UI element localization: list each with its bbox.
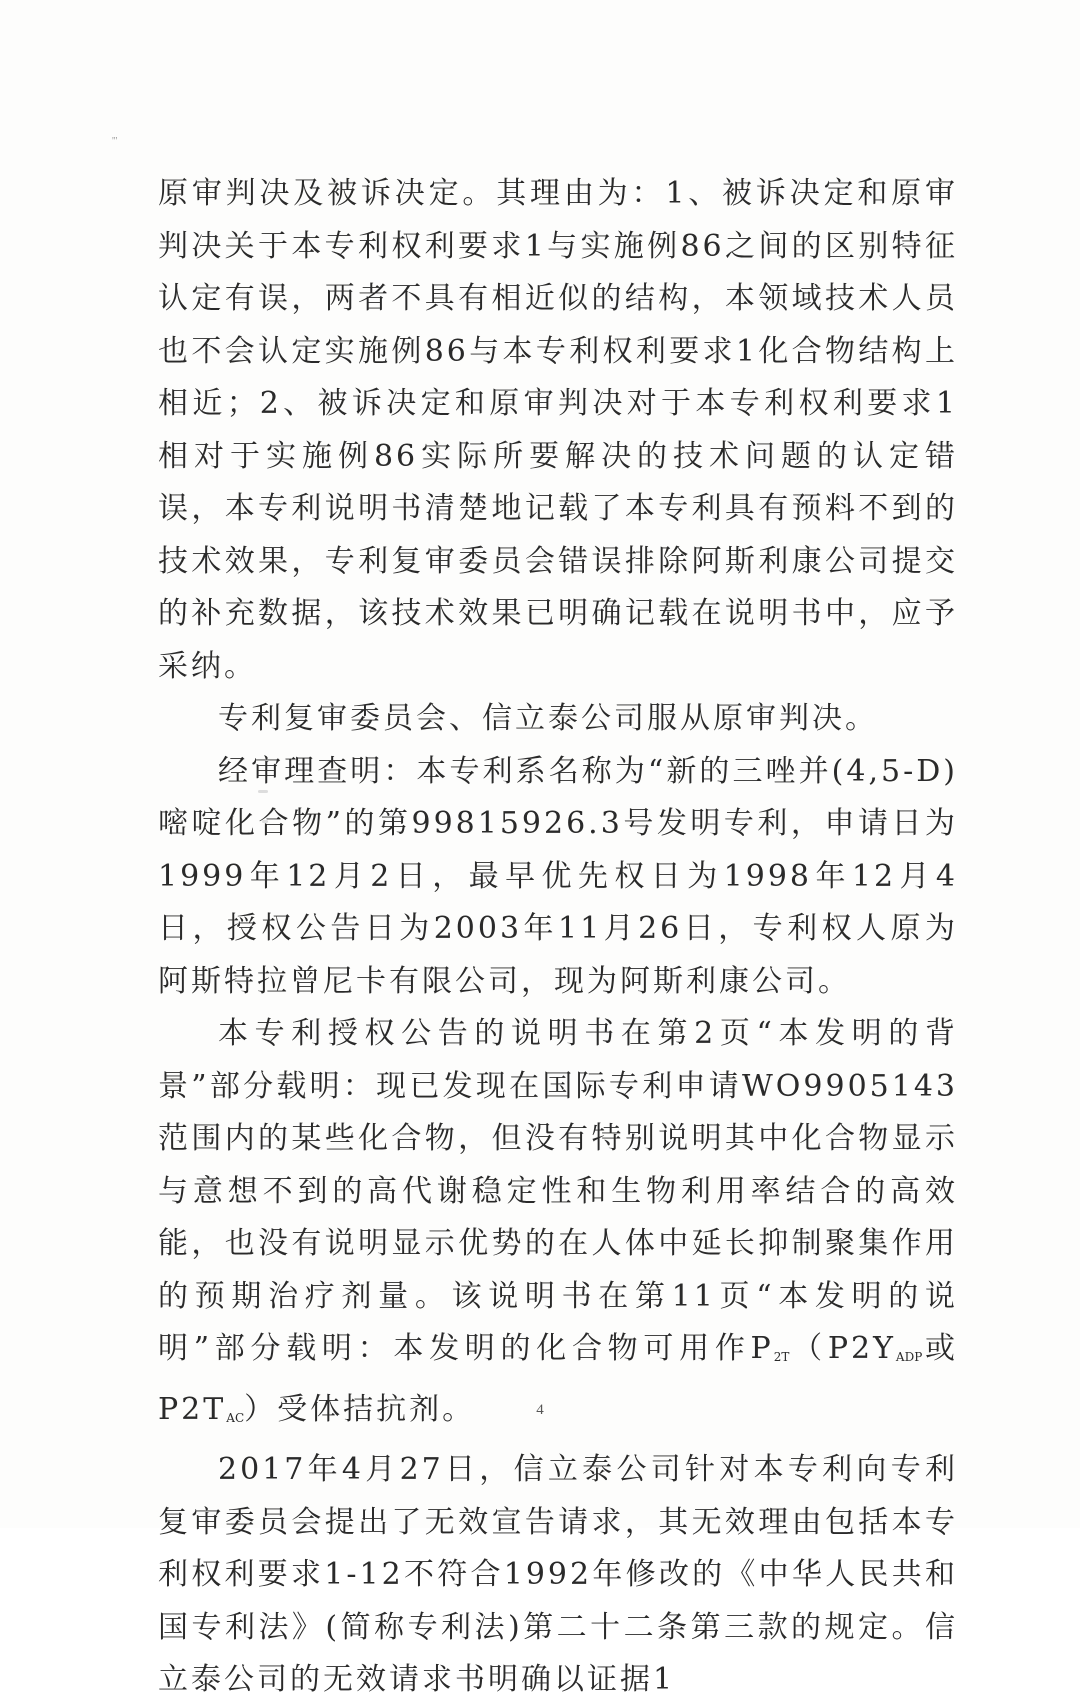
subscript-adp: ADP [895, 1350, 923, 1364]
subscript-ac: AC [226, 1410, 245, 1425]
paragraph-4-text-c: 或P2T [158, 1331, 958, 1427]
paragraph-1: 原审判决及被诉决定。其理由为：1、被诉决定和原审判决关于本专利权利要求1与实施例86之间的区别特征认定有误，两者不具有相近似的结构，本领域技术人员也不会认定实施例86与本专利权利要求1化合物结构上相近；2、被诉决定和原审判决对于本专利权利要求1相对于实施例86实际所要解决的技术问题的认定错误，本专利说明书清楚地记载了本专利具有预料不到的技术效果，专利复审委员会错误排除阿斯利康公司提交的补充数据，该技术效果已明确记载在说明书中，应予采纳。 [158, 176, 958, 684]
paragraph-4 [158, 1008, 958, 1444]
scan-artifact-mark: ''' [112, 136, 118, 147]
paragraph-4-text-b: （P2Y [789, 1331, 896, 1366]
paragraph-2: 专利复审委员会、信立泰公司服从原审判决。 [218, 701, 878, 736]
paragraph-4-text-d: ）受体拮抗剂。 [244, 1391, 476, 1427]
page-number: 4 [536, 1402, 544, 1418]
paragraph-4-text-a: 本专利授权公告的说明书在第2页“本发明的背景”部分载明：现已发现在国际专利申请WO9905143范围内的某些化合物，但没有特别说明其中化合物显示与意想不到的高代谢稳定性和生物利用率结合的高效能，也没有说明显示优势的在人体中延长抑制聚集作用的预期治疗剂量。该说明书在第11页“本发明的说明”部分载明：本发明的化合物可用作P [158, 1016, 958, 1366]
subscript-2t: 2T [773, 1350, 790, 1364]
document-body [158, 168, 958, 1707]
paragraph-3: 经审理查明：本专利系名称为“新的三唑并(4,5-D)嘧啶化合物”的第99815926.3号发明专利，申请日为1999年12月2日，最早优先权日为1998年12月4日，授权公告日为2003年11月26日，专利权人原为阿斯特拉曾尼卡有限公司，现为阿斯利康公司。 [158, 753, 958, 999]
paragraph-5: 2017年4月27日，信立泰公司针对本专利向专利复审委员会提出了无效宣告请求，其无效理由包括本专利权利要求1-12不符合1992年修改的《中华人民共和国专利法》(简称专利法)第二十二条第三款的规定。信立泰公司的无效请求书明确以证据1 [158, 1452, 958, 1697]
